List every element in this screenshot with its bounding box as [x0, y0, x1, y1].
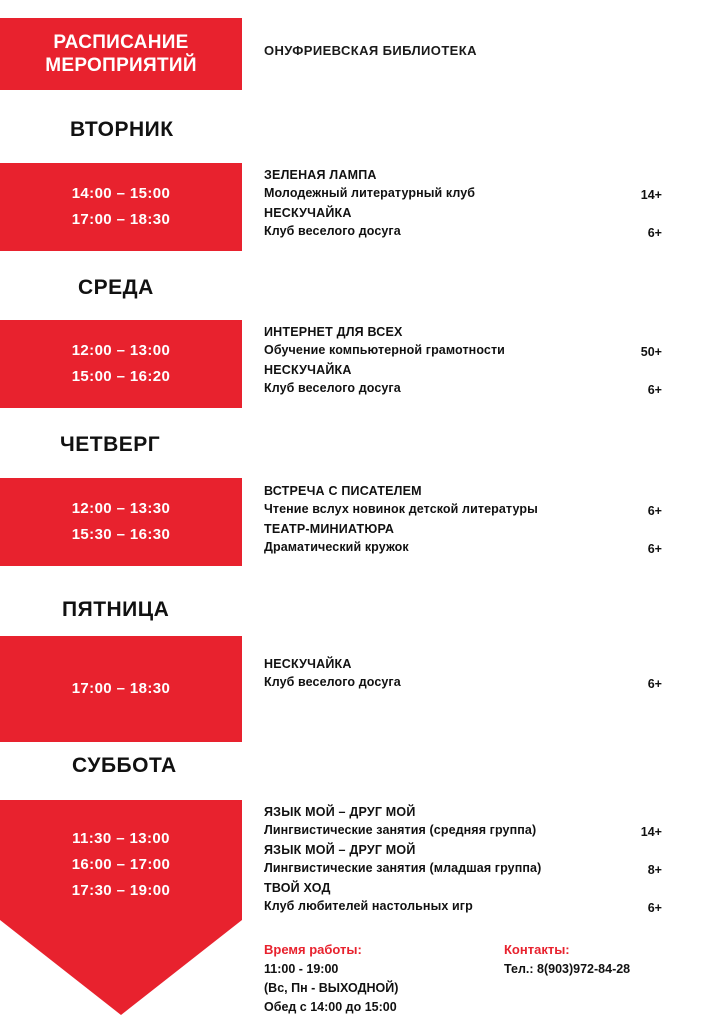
- event-age-badge: 6+: [647, 226, 662, 240]
- event-item: [264, 841, 684, 877]
- day-title-thursday: ЧЕТВЕРГ: [60, 433, 161, 456]
- time-row: 15:30 – 16:30: [71, 526, 171, 543]
- time-row: 16:00 – 17:00: [71, 856, 171, 873]
- day-title-wednesday: СРЕДА: [78, 276, 154, 299]
- event-title: ТВОЙ ХОД: [264, 881, 331, 895]
- header-title-block: [0, 18, 242, 90]
- event-title: ТЕАТР-МИНИАТЮРА: [264, 522, 395, 536]
- event-subtitle: Клуб веселого досуга: [264, 224, 401, 238]
- event-group-friday: [264, 655, 684, 693]
- event-subtitle: Молодежный литературный клуб: [264, 186, 476, 200]
- event-age-badge: 6+: [647, 383, 662, 397]
- event-title: ЗЕЛЕНАЯ ЛАМПА: [264, 168, 377, 182]
- time-block-thursday: [0, 478, 242, 566]
- event-age-badge: 14+: [640, 825, 662, 839]
- footer-hours-heading: Время работы:: [264, 942, 362, 957]
- time-row: 17:00 – 18:30: [71, 680, 171, 697]
- event-subtitle: Клуб веселого досуга: [264, 675, 401, 689]
- time-block-friday: [0, 636, 242, 742]
- event-title: НЕСКУЧАЙКА: [264, 363, 352, 377]
- footer-hours-line: Обед с 14:00 до 15:00: [264, 1000, 397, 1014]
- library-name: ОНУФРИЕВСКАЯ БИБЛИОТЕКА: [264, 43, 477, 58]
- time-block-wednesday: [0, 320, 242, 408]
- event-subtitle: Лингвистические занятия (средняя группа): [264, 823, 537, 837]
- event-subtitle: Обучение компьютерной грамотности: [264, 343, 505, 357]
- event-age-badge: 14+: [640, 188, 662, 202]
- time-row: 11:30 – 13:00: [72, 830, 170, 847]
- event-item: [264, 204, 684, 240]
- footer-contacts: [504, 940, 704, 979]
- event-age-badge: 8+: [647, 863, 662, 877]
- time-row: 15:00 – 16:20: [71, 368, 171, 385]
- time-row: 12:00 – 13:00: [71, 342, 171, 359]
- event-age-badge: 50+: [640, 345, 662, 359]
- event-age-badge: 6+: [647, 901, 662, 915]
- day-title-friday: ПЯТНИЦА: [62, 598, 170, 621]
- time-row: 17:30 – 19:00: [71, 882, 171, 899]
- event-title: ЯЗЫК МОЙ – ДРУГ МОЙ: [264, 843, 416, 857]
- footer-contacts-phone[interactable]: Тел.: 8(903)972-84-28: [504, 962, 631, 976]
- event-subtitle: Чтение вслух новинок детской литературы: [264, 502, 538, 516]
- event-title: ИНТЕРНЕТ ДЛЯ ВСЕХ: [264, 325, 403, 339]
- event-subtitle: Лингвистические занятия (младшая группа): [264, 861, 542, 875]
- time-row: 14:00 – 15:00: [71, 185, 171, 202]
- footer-hours-line: (Вс, Пн - ВЫХОДНОЙ): [264, 981, 399, 995]
- header-title-line1: РАСПИСАНИЕ: [53, 32, 189, 53]
- event-item: [264, 803, 684, 839]
- time-row: 17:00 – 18:30: [71, 211, 171, 228]
- event-age-badge: 6+: [647, 504, 662, 518]
- time-block-saturday: [0, 810, 242, 920]
- event-group-tuesday: [264, 166, 684, 242]
- event-item: [264, 166, 684, 202]
- event-item: [264, 361, 684, 397]
- event-item: [264, 879, 684, 915]
- event-title: НЕСКУЧАЙКА: [264, 657, 352, 671]
- event-group-saturday: [264, 803, 684, 917]
- event-title: ВСТРЕЧА С ПИСАТЕЛЕМ: [264, 484, 422, 498]
- event-age-badge: 6+: [647, 542, 662, 556]
- event-subtitle: Драматический кружок: [264, 540, 409, 554]
- footer-hours-line: 11:00 - 19:00: [264, 962, 339, 976]
- header-title-line2: МЕРОПРИЯТИЙ: [45, 55, 197, 76]
- footer-contacts-heading: Контакты:: [504, 942, 570, 957]
- day-title-tuesday: ВТОРНИК: [70, 118, 174, 141]
- event-subtitle: Клуб веселого досуга: [264, 381, 401, 395]
- event-item: [264, 655, 684, 691]
- time-block-tuesday: [0, 163, 242, 251]
- time-row: 12:00 – 13:30: [71, 500, 171, 517]
- footer-hours: [264, 940, 474, 1017]
- event-item: [264, 482, 684, 518]
- day-title-saturday: СУББОТА: [72, 754, 177, 777]
- event-group-wednesday: [264, 323, 684, 399]
- event-item: [264, 323, 684, 359]
- event-title: ЯЗЫК МОЙ – ДРУГ МОЙ: [264, 805, 416, 819]
- event-age-badge: 6+: [647, 677, 662, 691]
- event-title: НЕСКУЧАЙКА: [264, 206, 352, 220]
- event-group-thursday: [264, 482, 684, 558]
- event-subtitle: Клуб любителей настольных игр: [264, 899, 473, 913]
- event-item: [264, 520, 684, 556]
